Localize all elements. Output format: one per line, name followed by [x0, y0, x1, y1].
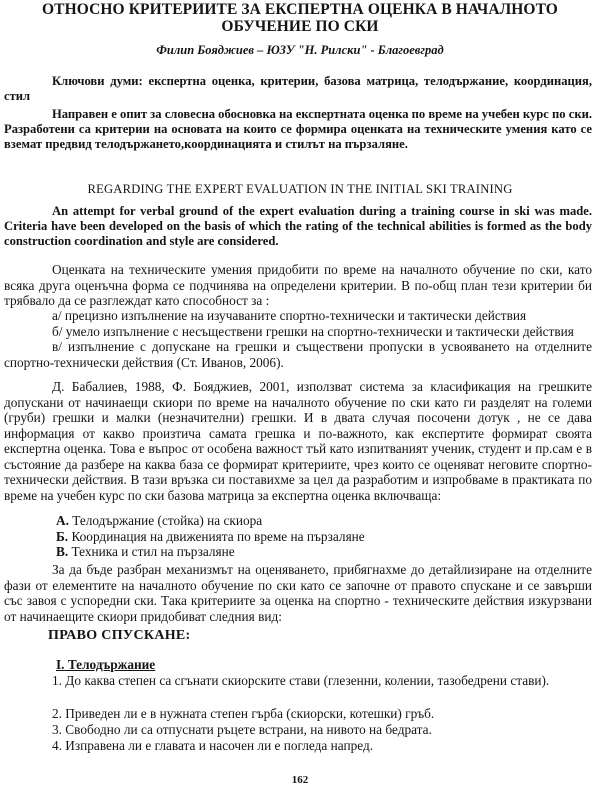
- body-after: За да бъде разбран механизмът на оценяването, прибягнахме до детайлизиране на отделните фази от елементите на началното обучение по ски като се започне от правото спускане и се завърши със завоя с успоредни ски. Така критериите за оценка на спортно - техническите действия изкурзвани от начинаещите скиори придобиват следния вид:: [4, 562, 592, 624]
- question-item: 3. Свободно ли са отпуснати ръцете встрани, на нивото на бедрата.: [52, 722, 432, 737]
- question-item: 1. До каква степен са сгънати скиорските стави (глезенни, колении, тазобедрени стави).: [52, 673, 550, 688]
- subsection-heading: І. Телодържание: [56, 657, 156, 672]
- criterion-letter: А.: [56, 513, 69, 528]
- keywords-paragraph: [4, 74, 592, 104]
- criterion-text: Координация на движенията по време на пързаляне: [71, 528, 365, 544]
- ability-item: б/ умело изпълнение с несъществени грешки на спортно-технически и тактически действия: [52, 323, 574, 339]
- section-heading: ПРАВО СПУСКАНЕ:: [48, 628, 191, 643]
- abstract-english: An attempt for verbal ground of the expert evaluation during a training course in ski was made. Criteria have been developed on the basis of which the rating of the technical abilities is formed as the body construction coordination and style are considered.: [4, 204, 592, 248]
- keywords-label: Ключови думи:: [52, 74, 143, 88]
- keywords-text: експертна оценка, критерии, базова матрица, телодържание, координация, стил: [4, 74, 593, 103]
- criterion-item: [56, 529, 576, 545]
- body-intro: Оценката на техническите умения придобити по време на началното обучение по ски, като всяка друга оценъчна форма се подчинява на определени критерии. В по-общ план тези критерии би трябвало да се разглеждат като способност за :: [4, 262, 592, 308]
- criterion-text: Техника и стил на пързаляне: [71, 544, 235, 559]
- abilities-list: [4, 308, 592, 370]
- page-title: ОТНОСНО КРИТЕРИИТЕ ЗА ЕКСПЕРТНА ОЦЕНКА В НАЧАЛНОТО ОБУЧЕНИЕ ПО СКИ: [42, 1, 558, 35]
- criterion-item: [56, 544, 576, 560]
- criterion-item: [56, 513, 576, 529]
- ability-item: а/ прецизно изпълнение на изучаваните спортно-технически и тактически действия: [52, 308, 527, 323]
- criteria-list: [56, 513, 576, 560]
- author-line: Филип Бояджиев – ЮЗУ "Н. Рилски" - Благоевград: [156, 43, 444, 57]
- ability-item: в/ изпълнение с допускане на грешки и съществени пропуски в усвояването на отделните спортно-технически действия (Ст. Иванов, 2006).: [4, 339, 592, 370]
- body-main: Д. Бабалиев, 1988, Ф. Бояджиев, 2001, използват система за класификация на грешките допускани от начинаещи скиори по време на началното обучение по ски като ги разделят на големи (груби) грешки и малки (незначителни) грешки. И в двата случая посочени дотук , не се дава информация от какво произтича самата грешка и по-важното, как експертите формират своята експертна оценка. Това е въпрос от особена важност тъй като изпитваният ученик, студент и пр.сам е в състояние да разбере на каква база се формират критериите, чрез които се оценяват неговите спортно-технически действия. В тази връзка си поставихме за цел да разработим и изпробваме в практиката по време на учебен курс по ски базова матрица за експертна оценка включваща:: [4, 379, 592, 503]
- criterion-letter: Б.: [56, 528, 69, 544]
- page-number: 162: [291, 774, 309, 786]
- criterion-letter: В.: [56, 544, 69, 559]
- english-title: REGARDING THE EXPERT EVALUATION IN THE INITIAL SKI TRAINING: [87, 182, 513, 196]
- question-item: 2. Приведен ли е в нужната степен гърба (скиорски, котешки) гръб.: [52, 706, 435, 721]
- question-item: 4. Изправена ли е главата и насочен ли е погледа напред.: [52, 738, 374, 753]
- abstract-bulgarian: Направен е опит за словесна обосновка на експертната оценка по време на учебен курс по ски. Разработени са критерии на основата на които се формира оценката на техническите умения като се вземат предвид телодържането,координацията и стилът на пързаляне.: [4, 107, 592, 151]
- criterion-text: Телодържание (стойка) на скиора: [72, 513, 263, 528]
